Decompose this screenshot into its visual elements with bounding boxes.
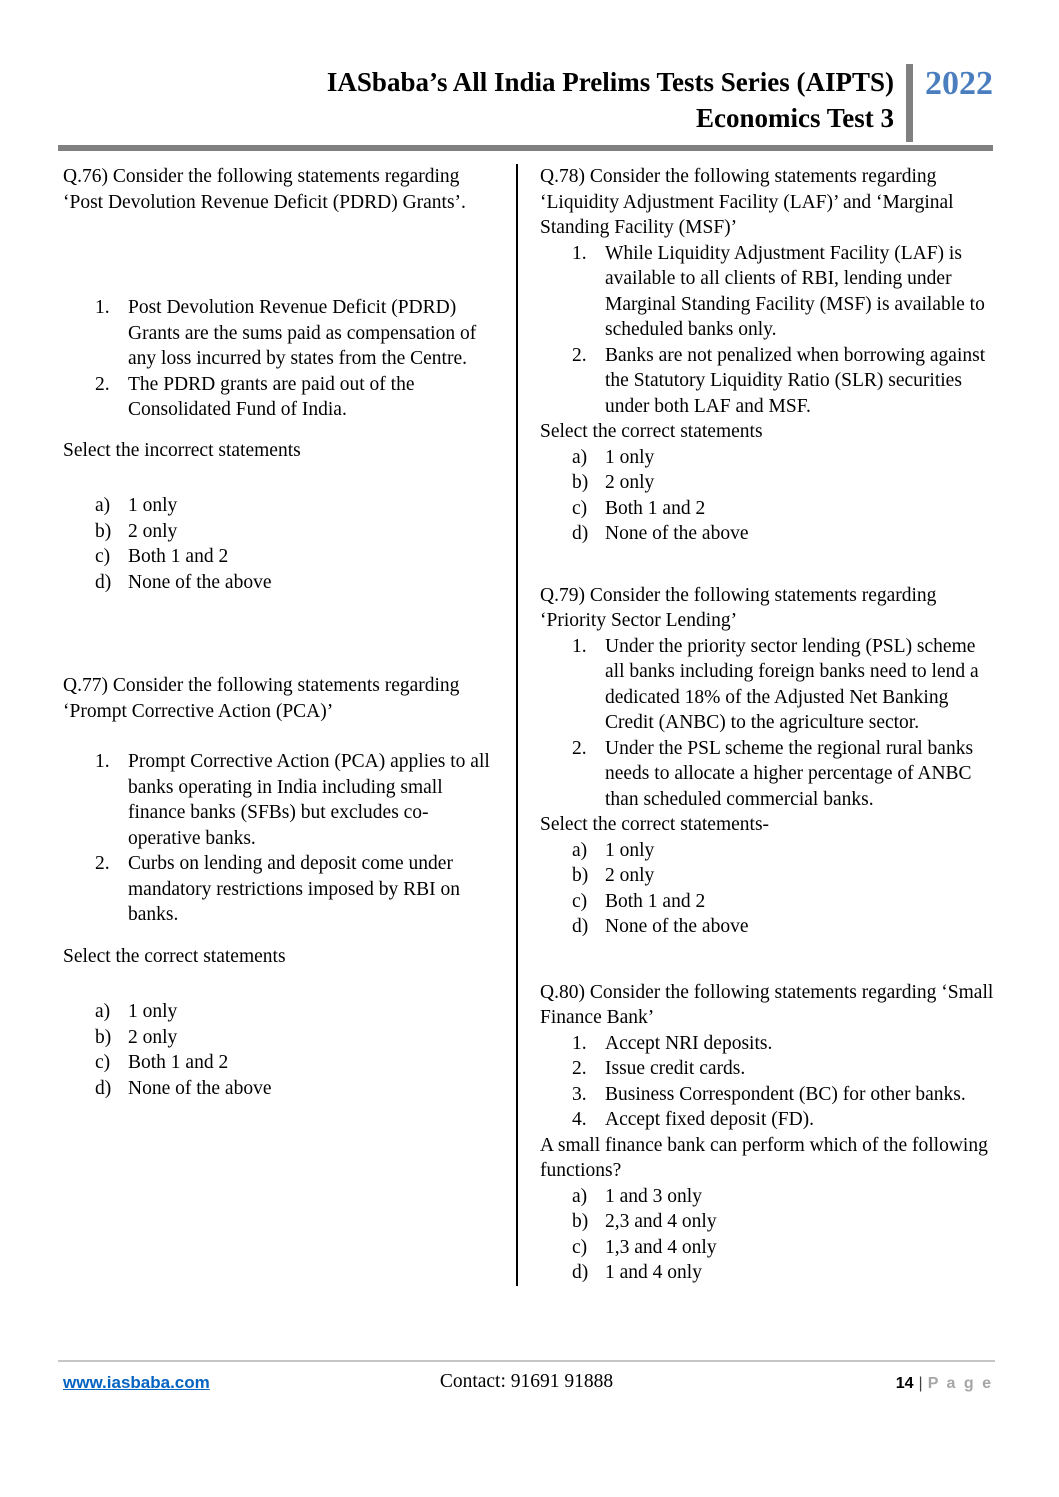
title-lines (327, 64, 894, 142)
option-list (540, 838, 995, 940)
option-letter: b) (572, 865, 589, 886)
statement-number: 2. (572, 344, 587, 366)
header (0, 0, 1059, 151)
statement-item (540, 343, 995, 420)
option-item (540, 470, 995, 496)
option-item (540, 1260, 995, 1286)
select-instruction: Select the correct statements (63, 945, 286, 967)
option-item (540, 1184, 995, 1210)
page-number-block (896, 1371, 993, 1397)
option-list (63, 493, 500, 595)
header-year: 2022 (925, 65, 993, 102)
option-item (540, 914, 995, 940)
statement-number: 1. (572, 635, 587, 657)
option-text: None of the above (128, 571, 272, 593)
option-item (540, 1209, 995, 1235)
statement-item (63, 295, 500, 372)
left-column (63, 164, 516, 1286)
statement-number: 1. (95, 297, 110, 318)
option-item (63, 999, 500, 1025)
option-letter: c) (95, 546, 111, 567)
option-list (540, 1184, 995, 1286)
question-76 (63, 164, 500, 595)
statement-number: 3. (572, 1083, 587, 1105)
question-heading: Q.76) Consider the following statements regarding ‘Post Devolution Revenue Deficit (PDRD) Grants’. (63, 166, 466, 213)
option-letter: c) (95, 1052, 111, 1073)
statement-text: Post Devolution Revenue Deficit (PDRD) Grants are the sums paid as compensation of any loss incurred by states from the Centre. (128, 297, 477, 369)
option-item (63, 493, 500, 519)
option-text: Both 1 and 2 (128, 546, 229, 567)
option-letter: d) (572, 1262, 589, 1283)
website-link[interactable]: www.iasbaba.com (63, 1373, 210, 1392)
option-letter: b) (572, 472, 589, 493)
option-item (540, 889, 995, 915)
option-text: 2,3 and 4 only (605, 1211, 717, 1232)
footer (58, 1360, 995, 1397)
option-text: 1 only (128, 1001, 178, 1022)
option-letter: d) (95, 571, 112, 593)
footer-rule (58, 1360, 995, 1362)
question-78 (540, 164, 995, 547)
option-item (540, 1235, 995, 1261)
statement-text: While Liquidity Adjustment Facility (LAF) is available to all clients of RBI, lending under Marginal Standing Facility (MSF) is available to scheduled banks only. (605, 242, 985, 340)
question-heading: Q.78) Consider the following statements regarding ‘Liquidity Adjustment Facility (LAF)’ and ‘Marginal Standing Facility (MSF)’ (540, 166, 954, 238)
option-item (63, 1050, 500, 1076)
question-heading: Q.80) Consider the following statements regarding ‘Small Finance Bank’ (540, 981, 994, 1028)
question-heading: Q.79) Consider the following statements regarding ‘Priority Sector Lending’ (540, 584, 937, 631)
option-text: 1 only (128, 495, 178, 516)
option-text: Both 1 and 2 (605, 497, 706, 519)
statement-list (63, 295, 500, 423)
option-letter: c) (572, 890, 588, 912)
statement-number: 4. (572, 1109, 587, 1130)
header-rule (58, 145, 993, 151)
select-instruction: Select the correct statements (540, 421, 763, 442)
page-title: IASbaba’s All India Prelims Tests Series (AIPTS) (326, 67, 894, 97)
option-text: 1 and 4 only (605, 1262, 702, 1283)
statement-number: 1. (572, 242, 587, 264)
option-text: Both 1 and 2 (605, 890, 706, 912)
statement-text: Accept NRI deposits. (605, 1032, 773, 1054)
statement-text: Prompt Corrective Action (PCA) applies to all banks operating in India including small finance banks (SFBs) but excludes co-operative banks. (128, 751, 490, 849)
statement-number: 2. (95, 853, 110, 874)
statement-text: Curbs on lending and deposit come under mandatory restrictions imposed by RBI on banks. (128, 853, 460, 925)
page-subtitle: Economics Test 3 (695, 103, 894, 133)
statement-text: Banks are not penalized when borrowing against the Statutory Liquidity Ratio (SLR) securities under both LAF and MSF. (605, 344, 986, 417)
option-letter: a) (572, 446, 588, 468)
two-column-body (63, 164, 995, 1286)
statement-number: 2. (95, 373, 110, 395)
option-letter: a) (572, 1185, 588, 1207)
option-item (540, 496, 995, 522)
option-text: 2 only (605, 472, 655, 493)
page-separator: | (918, 1375, 923, 1392)
statement-number: 2. (572, 1058, 587, 1079)
statement-text: The PDRD grants are paid out of the Consolidated Fund of India. (128, 373, 415, 420)
statement-text: Accept fixed deposit (FD). (605, 1109, 815, 1130)
statement-item (540, 241, 995, 343)
option-list (540, 445, 995, 547)
statement-item (63, 851, 500, 928)
statement-item (540, 1082, 995, 1108)
contact-text: Contact: 91691 91888 (439, 1371, 614, 1392)
select-instruction: Select the correct statements- (540, 814, 770, 835)
option-letter: d) (95, 1077, 112, 1099)
statement-list (540, 241, 995, 420)
option-letter: d) (572, 523, 589, 544)
option-item (540, 521, 995, 547)
option-text: 1 and 3 only (605, 1185, 702, 1207)
statement-text: Under the priority sector lending (PSL) scheme all banks including foreign banks need to lend a dedicated 18% of the Adjusted Net Banking Credit (ANBC) to the agriculture sector. (605, 635, 979, 733)
option-text: 2 only (128, 1026, 178, 1048)
statement-item (63, 749, 500, 851)
statement-list (63, 749, 500, 928)
question-heading: Q.77) Consider the following statements regarding ‘Prompt Corrective Action (PCA)’ (63, 675, 460, 722)
option-letter: d) (572, 916, 589, 937)
statement-item (540, 1031, 995, 1057)
statement-list (540, 634, 995, 813)
header-vertical-bar (906, 64, 913, 142)
option-text: Both 1 and 2 (128, 1052, 229, 1073)
option-letter: a) (572, 839, 588, 861)
option-text: None of the above (605, 523, 749, 544)
option-item (63, 1025, 500, 1051)
statement-list (540, 1031, 995, 1133)
select-instruction: Select the incorrect statements (63, 439, 301, 461)
option-text: 1,3 and 4 only (605, 1236, 717, 1258)
statement-number: 1. (95, 751, 110, 772)
option-letter: b) (95, 1026, 112, 1048)
statement-item (540, 1056, 995, 1082)
option-text: 2 only (605, 865, 655, 886)
option-item (63, 1076, 500, 1102)
page-word: P a g e (927, 1375, 993, 1392)
footer-row (58, 1367, 995, 1397)
option-item (540, 445, 995, 471)
statement-item (540, 634, 995, 736)
option-letter: c) (572, 497, 588, 519)
option-letter: b) (95, 520, 112, 542)
option-letter: c) (572, 1236, 588, 1258)
question-80 (540, 980, 995, 1286)
option-item (63, 519, 500, 545)
statement-text: Business Correspondent (BC) for other banks. (605, 1083, 966, 1105)
option-letter: a) (95, 1001, 111, 1022)
option-item (63, 570, 500, 596)
statement-item (540, 1107, 995, 1133)
option-text: 1 only (605, 446, 655, 468)
option-text: None of the above (128, 1077, 272, 1099)
header-title-block (58, 0, 993, 142)
option-text: 2 only (128, 520, 178, 542)
statement-item (540, 736, 995, 813)
statement-item (63, 372, 500, 423)
option-item (540, 838, 995, 864)
question-79 (540, 583, 995, 940)
statement-text: Issue credit cards. (605, 1058, 746, 1079)
question-77 (63, 673, 500, 1101)
statement-number: 2. (572, 737, 587, 759)
option-text: 1 only (605, 839, 655, 861)
question-stem: A small finance bank can perform which of the following functions? (540, 1134, 988, 1181)
right-column (518, 164, 995, 1286)
option-letter: b) (572, 1211, 589, 1232)
option-item (63, 544, 500, 570)
statement-number: 1. (572, 1032, 587, 1054)
option-letter: a) (95, 495, 111, 516)
page-number: 14 (895, 1375, 914, 1392)
option-list (63, 999, 500, 1101)
statement-text: Under the PSL scheme the regional rural banks needs to allocate a higher percentage of ANBC than scheduled commercial banks. (605, 737, 974, 810)
option-item (540, 863, 995, 889)
option-text: None of the above (605, 916, 749, 937)
